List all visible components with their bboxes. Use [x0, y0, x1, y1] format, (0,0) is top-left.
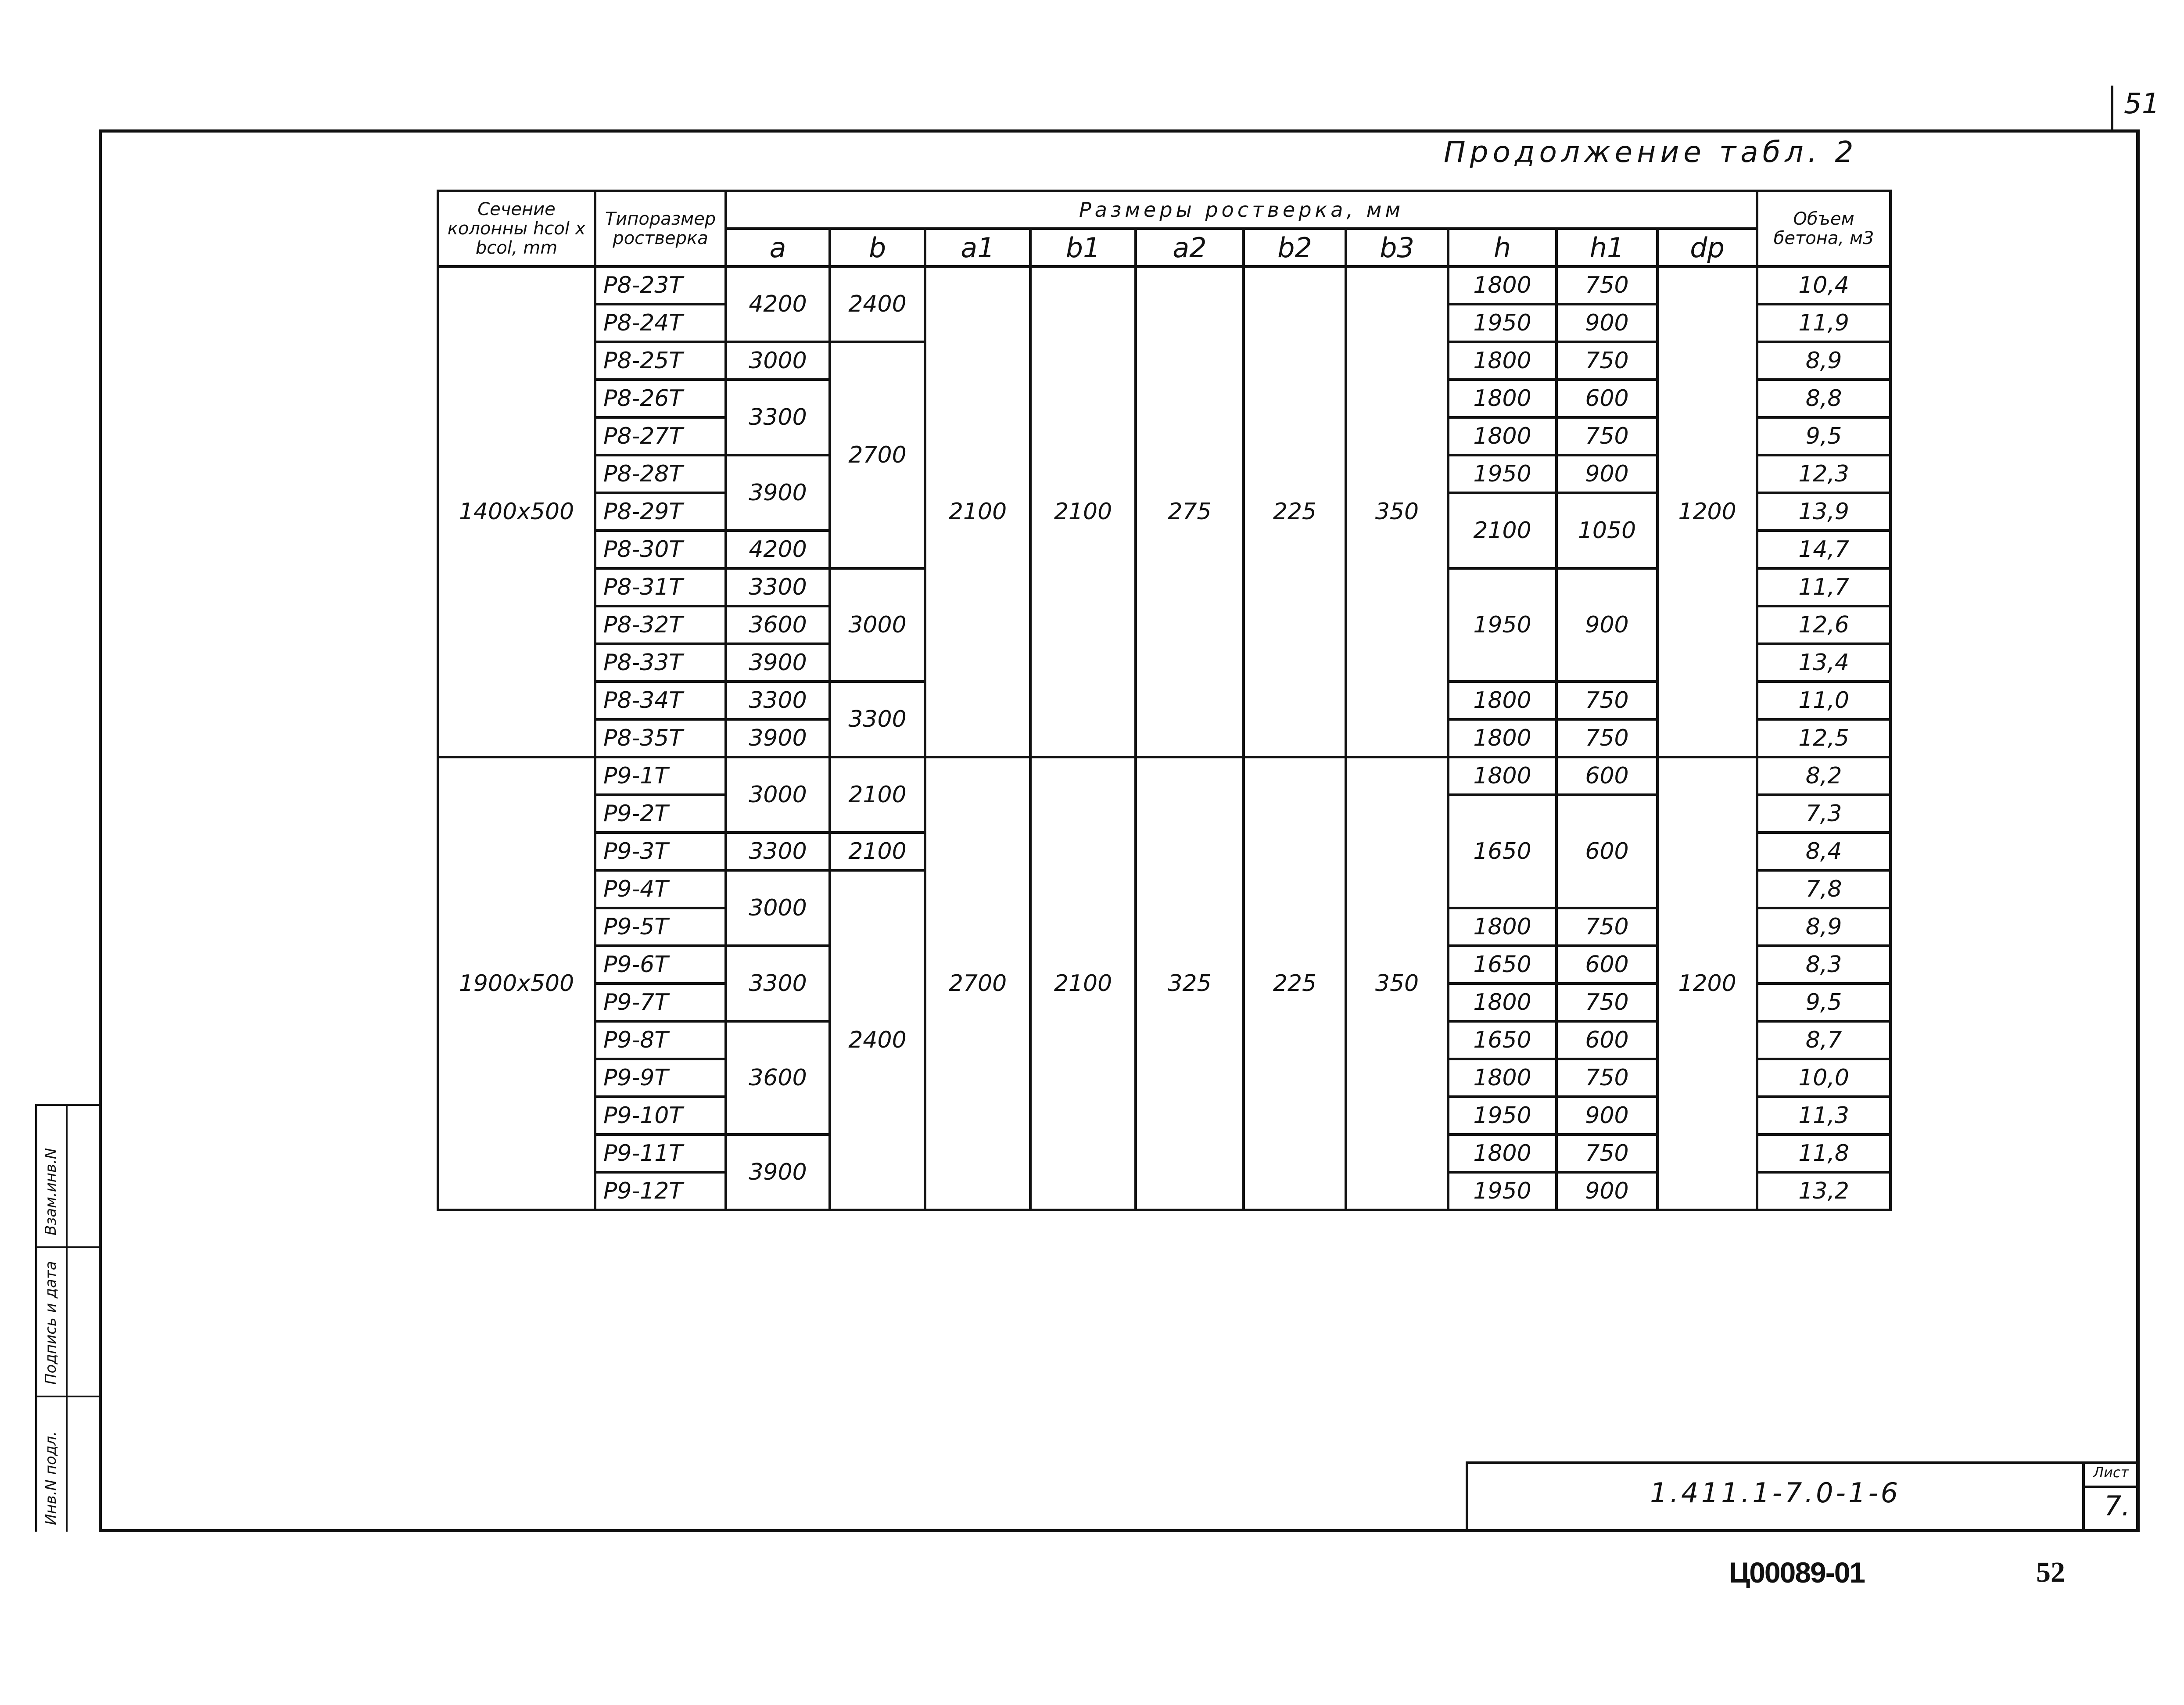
foundation-table — [437, 190, 1892, 1211]
a-cell: 3600 — [726, 1021, 830, 1134]
frame-bottom-line — [99, 1529, 2140, 1532]
volume-cell: 13,2 — [1757, 1172, 1890, 1210]
volume-cell: 14,7 — [1757, 531, 1890, 568]
dp-cell: 1200 — [1657, 266, 1757, 757]
h-cell: 1950 — [1448, 1172, 1556, 1210]
frame-left-line — [99, 129, 102, 1532]
h-cell: 1800 — [1448, 380, 1556, 417]
a-cell: 3600 — [726, 606, 830, 644]
volume-cell: 8,8 — [1757, 380, 1890, 417]
side-stamp-replaced-inv: Взам.инв.N — [42, 1148, 60, 1235]
h-cell: 1950 — [1448, 1097, 1556, 1134]
header-col-b: b — [830, 229, 925, 266]
header-col-a2: a2 — [1136, 229, 1244, 266]
type-cell: Р8-27Т — [595, 417, 726, 455]
h1-cell: 600 — [1556, 795, 1657, 908]
b1-cell: 2100 — [1030, 757, 1136, 1210]
volume-cell: 10,4 — [1757, 266, 1890, 304]
b-cell: 2700 — [830, 342, 925, 568]
b-cell: 3300 — [830, 682, 925, 757]
a-cell: 3300 — [726, 380, 830, 455]
sheet-label: Лист — [2093, 1464, 2129, 1481]
a1-cell: 2700 — [925, 757, 1030, 1210]
header-col-b1: b1 — [1030, 229, 1136, 266]
b-cell: 2400 — [830, 870, 925, 1210]
document-code: 1.411.1-7.0-1-6 — [1650, 1477, 1901, 1509]
b-cell: 2400 — [830, 266, 925, 342]
h1-cell: 600 — [1556, 757, 1657, 795]
volume-cell: 11,0 — [1757, 682, 1890, 719]
type-cell: Р8-32Т — [595, 606, 726, 644]
b-cell: 2100 — [830, 833, 925, 870]
side-stamp-div-line — [35, 1396, 99, 1397]
h-cell: 1650 — [1448, 946, 1556, 984]
volume-cell: 12,6 — [1757, 606, 1890, 644]
b2-cell: 225 — [1244, 266, 1346, 757]
h1-cell: 900 — [1556, 568, 1657, 682]
volume-cell: 12,3 — [1757, 455, 1890, 493]
type-cell: Р8-25Т — [595, 342, 726, 380]
h1-cell: 600 — [1556, 946, 1657, 984]
h1-cell: 750 — [1556, 342, 1657, 380]
a-cell: 3900 — [726, 1134, 830, 1210]
volume-cell: 11,8 — [1757, 1134, 1890, 1172]
type-cell: Р8-33Т — [595, 644, 726, 682]
type-cell: Р8-29Т — [595, 493, 726, 531]
h-cell: 1800 — [1448, 342, 1556, 380]
header-section: Сечение колонны hcol x bcol, mm — [438, 191, 595, 266]
volume-cell: 11,7 — [1757, 568, 1890, 606]
header-col-h1: h1 — [1556, 229, 1657, 266]
h-cell: 2100 — [1448, 493, 1556, 568]
h1-cell: 900 — [1556, 455, 1657, 493]
type-cell: Р8-28Т — [595, 455, 726, 493]
b-cell: 3000 — [830, 568, 925, 682]
type-cell: Р9-7Т — [595, 984, 726, 1021]
a2-cell: 325 — [1136, 757, 1244, 1210]
a-cell: 3900 — [726, 455, 830, 531]
side-stamp-div-line — [35, 1246, 99, 1248]
h-cell: 1650 — [1448, 795, 1556, 908]
a1-cell: 2100 — [925, 266, 1030, 757]
frame-right-line — [2136, 129, 2140, 1532]
volume-cell: 8,3 — [1757, 946, 1890, 984]
h1-cell: 750 — [1556, 1059, 1657, 1097]
b1-cell: 2100 — [1030, 266, 1136, 757]
header-col-b3: b3 — [1346, 229, 1448, 266]
volume-cell: 9,5 — [1757, 417, 1890, 455]
h1-cell: 600 — [1556, 1021, 1657, 1059]
b3-cell: 350 — [1346, 757, 1448, 1210]
h-cell: 1950 — [1448, 304, 1556, 342]
volume-cell: 8,7 — [1757, 1021, 1890, 1059]
volume-cell: 9,5 — [1757, 984, 1890, 1021]
h1-cell: 900 — [1556, 1172, 1657, 1210]
a-cell: 3000 — [726, 870, 830, 946]
h-cell: 1950 — [1448, 568, 1556, 682]
header-col-b2: b2 — [1244, 229, 1346, 266]
volume-cell: 8,9 — [1757, 342, 1890, 380]
h1-cell: 750 — [1556, 266, 1657, 304]
page-heading: Продолжение табл. 2 — [1444, 135, 1858, 169]
a-cell: 4200 — [726, 531, 830, 568]
volume-cell: 13,4 — [1757, 644, 1890, 682]
title-block-left-line — [1466, 1461, 1468, 1532]
table-row — [438, 757, 1890, 795]
header-row-1 — [438, 191, 1890, 229]
type-cell: Р9-11Т — [595, 1134, 726, 1172]
volume-cell: 7,3 — [1757, 795, 1890, 833]
type-cell: Р8-31Т — [595, 568, 726, 606]
a-cell: 3300 — [726, 946, 830, 1021]
type-cell: Р9-1Т — [595, 757, 726, 795]
type-cell: Р8-34Т — [595, 682, 726, 719]
corner-mark-line — [2111, 86, 2113, 132]
section-cell: 1400x500 — [438, 266, 595, 757]
frame-top-line — [99, 129, 2139, 133]
h1-cell: 750 — [1556, 719, 1657, 757]
type-cell: Р9-4Т — [595, 870, 726, 908]
a-cell: 4200 — [726, 266, 830, 342]
dp-cell: 1200 — [1657, 757, 1757, 1210]
side-stamp-inv-number: Инв.N подл. — [42, 1431, 60, 1525]
type-cell: Р9-12Т — [595, 1172, 726, 1210]
header-col-h: h — [1448, 229, 1556, 266]
type-cell: Р9-10Т — [595, 1097, 726, 1134]
h1-cell: 750 — [1556, 417, 1657, 455]
header-col-dp: dp — [1657, 229, 1757, 266]
volume-cell: 11,9 — [1757, 304, 1890, 342]
section-cell: 1900x500 — [438, 757, 595, 1210]
b2-cell: 225 — [1244, 757, 1346, 1210]
type-cell: Р9-8Т — [595, 1021, 726, 1059]
side-stamp-left-line — [35, 1104, 37, 1532]
volume-cell: 8,2 — [1757, 757, 1890, 795]
h1-cell: 750 — [1556, 908, 1657, 946]
header-type: Типоразмер ростверка — [595, 191, 726, 266]
volume-cell: 8,4 — [1757, 833, 1890, 870]
h-cell: 1650 — [1448, 1021, 1556, 1059]
h-cell: 1800 — [1448, 984, 1556, 1021]
h-cell: 1800 — [1448, 908, 1556, 946]
header-dimensions: Размеры ростверка, мм — [726, 191, 1757, 229]
a-cell: 3900 — [726, 644, 830, 682]
a-cell: 3300 — [726, 833, 830, 870]
h1-cell: 900 — [1556, 1097, 1657, 1134]
h-cell: 1800 — [1448, 417, 1556, 455]
type-cell: Р9-2Т — [595, 795, 726, 833]
h1-cell: 900 — [1556, 304, 1657, 342]
h-cell: 1800 — [1448, 757, 1556, 795]
type-cell: Р9-3Т — [595, 833, 726, 870]
title-block-divider — [2082, 1461, 2085, 1532]
h1-cell: 600 — [1556, 380, 1657, 417]
type-cell: Р8-26Т — [595, 380, 726, 417]
type-cell: Р8-23Т — [595, 266, 726, 304]
table-row — [438, 266, 1890, 304]
h-cell: 1800 — [1448, 1059, 1556, 1097]
volume-cell: 13,9 — [1757, 493, 1890, 531]
volume-cell: 11,3 — [1757, 1097, 1890, 1134]
archive-code: Ц00089-01 — [1729, 1556, 1865, 1589]
type-cell: Р8-35Т — [595, 719, 726, 757]
h1-cell: 1050 — [1556, 493, 1657, 568]
h-cell: 1800 — [1448, 1134, 1556, 1172]
title-block-top-line — [1466, 1461, 2140, 1464]
side-stamp-mid-line — [66, 1104, 68, 1532]
h-cell: 1800 — [1448, 266, 1556, 304]
h1-cell: 750 — [1556, 1134, 1657, 1172]
h-cell: 1800 — [1448, 682, 1556, 719]
a-cell: 3300 — [726, 568, 830, 606]
a-cell: 3300 — [726, 682, 830, 719]
volume-cell: 7,8 — [1757, 870, 1890, 908]
title-block-sheet-divider — [2082, 1486, 2140, 1488]
type-cell: Р9-9Т — [595, 1059, 726, 1097]
type-cell: Р9-6Т — [595, 946, 726, 984]
header-col-a: a — [726, 229, 830, 266]
sheet-number: 7. — [2104, 1490, 2130, 1522]
header-volume: Объем бетона, м3 — [1757, 191, 1890, 266]
h1-cell: 750 — [1556, 682, 1657, 719]
volume-cell: 10,0 — [1757, 1059, 1890, 1097]
header-col-a1: a1 — [925, 229, 1030, 266]
volume-cell: 12,5 — [1757, 719, 1890, 757]
sheet-corner-number: 51 — [2124, 88, 2160, 120]
side-stamp-signature: Подпись и дата — [42, 1261, 60, 1385]
type-cell: Р8-24Т — [595, 304, 726, 342]
b3-cell: 350 — [1346, 266, 1448, 757]
a2-cell: 275 — [1136, 266, 1244, 757]
h-cell: 1800 — [1448, 719, 1556, 757]
a-cell: 3000 — [726, 342, 830, 380]
type-cell: Р9-5Т — [595, 908, 726, 946]
a-cell: 3000 — [726, 757, 830, 833]
h-cell: 1950 — [1448, 455, 1556, 493]
page-number: 52 — [2036, 1556, 2065, 1588]
h1-cell: 750 — [1556, 984, 1657, 1021]
volume-cell: 8,9 — [1757, 908, 1890, 946]
side-stamp — [35, 1104, 99, 1532]
b-cell: 2100 — [830, 757, 925, 833]
type-cell: Р8-30Т — [595, 531, 726, 568]
a-cell: 3900 — [726, 719, 830, 757]
